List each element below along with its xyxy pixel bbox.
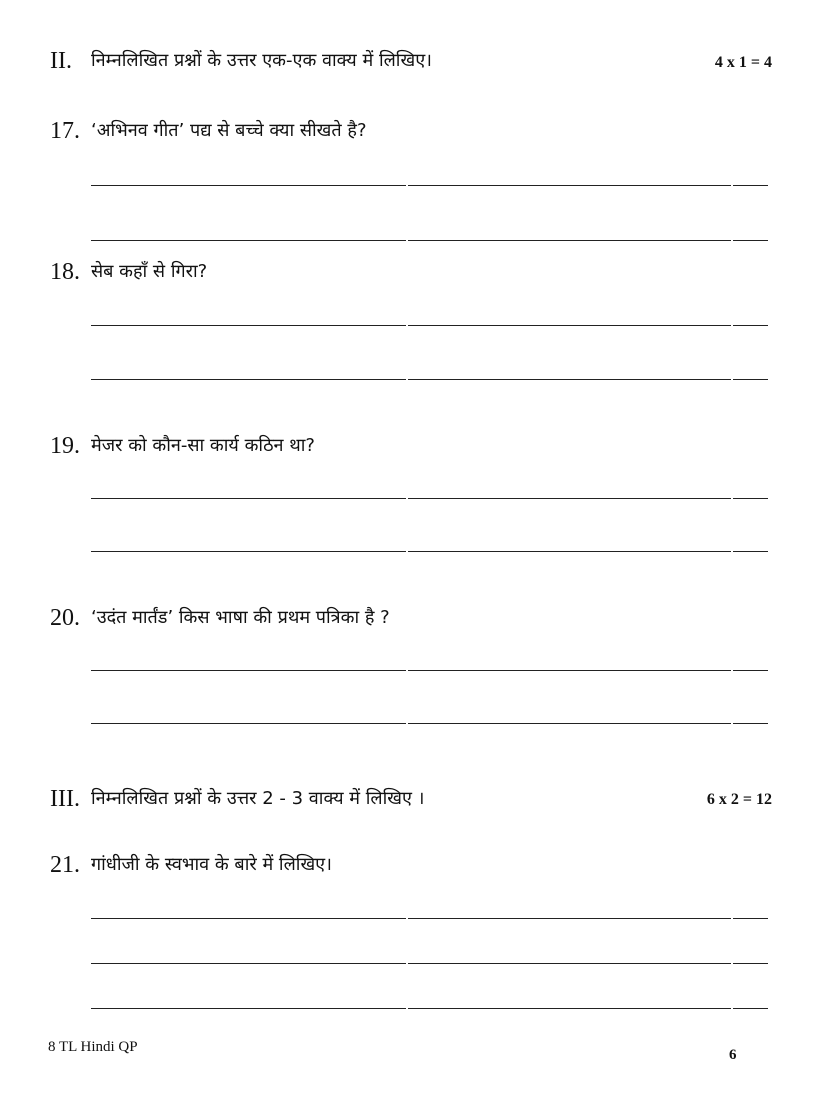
answer-line[interactable] [91,551,768,552]
question-21-number: 21. [50,852,80,878]
answer-line[interactable] [91,670,768,671]
answer-line[interactable] [91,325,768,326]
question-17-text: ‘अभिनव गीत’ पद्य से बच्चे क्या सीखते है? [91,120,367,141]
answer-line[interactable] [91,379,768,380]
question-19-number: 19. [50,433,80,459]
page-number: 6 [729,1047,737,1063]
paper-code: 8 TL Hindi QP [48,1039,138,1055]
section-2-instruction: निम्नलिखित प्रश्नों के उत्तर एक-एक वाक्य में लिखिए। [91,50,432,71]
section-3-instruction: निम्नलिखित प्रश्नों के उत्तर 2 - 3 वाक्य में लिखिए । [91,788,425,809]
question-17-number: 17. [50,118,80,144]
answer-line[interactable] [91,1008,768,1009]
question-21-text: गांधीजी के स्वभाव के बारे में लिखिए। [91,854,332,875]
section-2-numeral: II. [50,48,72,74]
answer-line[interactable] [91,723,768,724]
section-3-marks: 6 x 2 = 12 [706,791,772,808]
answer-line[interactable] [91,918,768,919]
answer-line[interactable] [91,240,768,241]
answer-line[interactable] [91,498,768,499]
question-20-text: ‘उदंत मार्तंड’ किस भाषा की प्रथम पत्रिका है ? [91,607,390,628]
question-19-text: मेजर को कौन-सा कार्य कठिन था? [91,435,315,456]
section-2-marks: 4 x 1 = 4 [714,54,772,71]
question-18-text: सेब कहाँ से गिरा? [91,261,208,282]
answer-line[interactable] [91,963,768,964]
section-3-numeral: III. [50,786,80,812]
question-18-number: 18. [50,259,80,285]
question-20-number: 20. [50,605,80,631]
answer-line[interactable] [91,185,768,186]
